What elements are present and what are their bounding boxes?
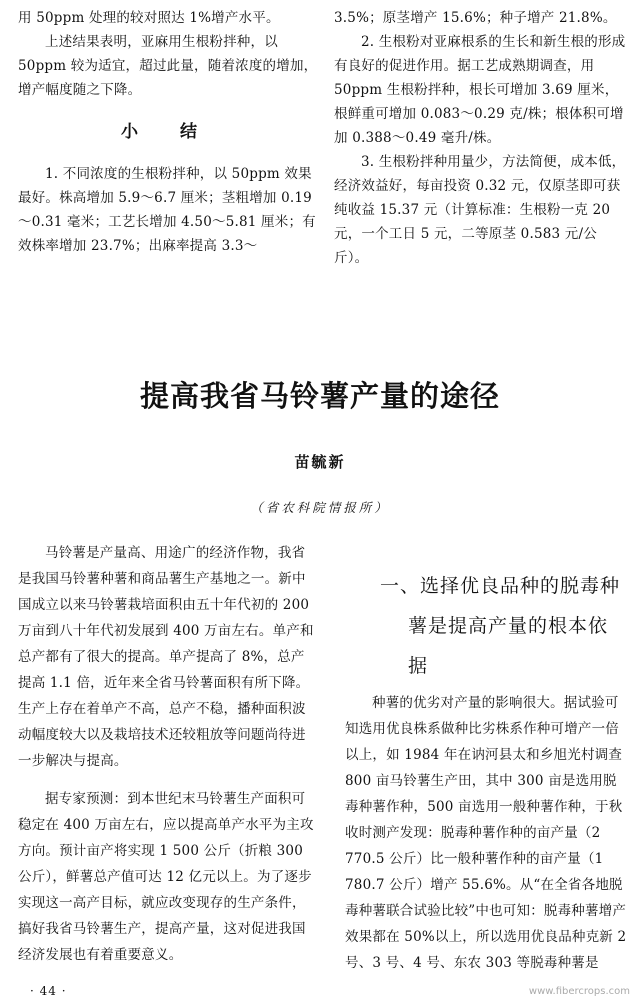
top-right-line-1: 3.5%；原茎增产 15.6%；种子增产 21.8%。 — [334, 10, 617, 26]
article-right-column — [345, 690, 628, 976]
article-paragraph-2: 据专家预测：到本世纪末马铃薯生产面积可稳定在 400 万亩左右，应以提高单产水平为主攻方向。预计亩产将实现 1 500 公斤（折粮 300 公斤），鲜薯总产值可达 12 亿元以上。为了逐步实现这一高产目标，就应改变现存的生产条件，搞好我省马铃薯生产，提高产量，这对促进我国经济发展也有着重要意义。 — [18, 791, 314, 963]
article-title: 提高我省马铃薯产量的途径 — [139, 379, 500, 413]
summary-point-3: 3. 生根粉拌种用量少，方法简便，成本低，经济效益好，每亩投资 0.32 元，仅原茎即可获纯收益 15.37 元（计算标准：生根粉一克 20 元，一个工日 5 元，二等原茎 0.583 元/公斤）。 — [334, 154, 626, 266]
watermark-text: www.fibercrops.com — [528, 986, 630, 997]
section-1-paragraph: 种薯的优劣对产量的影响很大。据试验可知选用优良株系做种比劣株系作种可增产一倍以上，如 1984 年在讷河县太和乡旭光村调查 800 亩马铃薯生产田，其中 300 亩是选用脱毒种薯作种，500 亩选用一般种薯作种，于秋收时测产发现：脱毒种薯作种的亩产量（2 770.5 公斤）比一般种薯作种的亩产量（1 780.7 公斤）增产 55.6%。从“在全省各地脱毒种薯联合试验比较”中也可知：脱毒种薯增产效果都在 50%以上，所以选用优良品种克新 2 号、3 号、4 号、东农 303 等脱毒种薯是 — [345, 695, 627, 971]
summary-point-2: 2. 生根粉对亚麻根系的生长和新生根的形成有良好的促进作用。据工艺成熟期调查，用 50ppm 生根粉拌种，根长可增加 3.69 厘米，根鲜重可增加 0.083～0.29 克/株；根体积可增加 0.388～0.49 毫升/株。 — [334, 34, 626, 146]
top-left-line-1: 用 50ppm 处理的较对照达 1%增产水平。 — [18, 10, 280, 26]
article-left-column — [18, 540, 314, 968]
article-paragraph-1: 马铃薯是产量高、用途广的经济作物，我省是我国马铃薯种薯和商品薯生产基地之一。新中国成立以来马铃薯栽培面积由五十年代初的 200 万亩到八十年代初发展到 400 万亩左右。单产和总产都有了很大的提高。单产提高了 8%，总产提高 1.1 倍，近年来全省马铃薯面积有所下降。生产上存在着单产不高，总产不稳，播种面积波动幅度较大以及栽培技术还较粗放等问题尚待进一步解决与提高。 — [18, 545, 314, 769]
section-heading-1 — [380, 566, 620, 686]
article-affiliation: （省农科院情报所） — [250, 500, 390, 515]
top-right-column — [334, 6, 626, 270]
section-heading-line-3: 据 — [408, 655, 429, 677]
page-number: · 44 · — [30, 984, 67, 998]
top-left-column — [18, 6, 318, 258]
section-heading-line-2: 薯是提高产量的根本依 — [408, 615, 609, 637]
summary-subheading: 小 结 — [121, 122, 215, 142]
section-heading-line-1: 一、选择优良品种的脱毒种 — [380, 575, 621, 597]
article-author: 苗毓新 — [294, 453, 346, 471]
summary-point-1: 1. 不同浓度的生根粉拌种，以 50ppm 效果最好。株高增加 5.9～6.7 厘米；茎粗增加 0.19～0.31 毫米；工艺长增加 4.50～5.81 厘米；有效株率增加 23.7%；出麻率提高 3.3～ — [18, 166, 316, 254]
top-left-paragraph-2: 上述结果表明，亚麻用生根粉拌种，以 50ppm 较为适宜，超过此量，随着浓度的增加，增产幅度随之下降。 — [18, 34, 318, 98]
